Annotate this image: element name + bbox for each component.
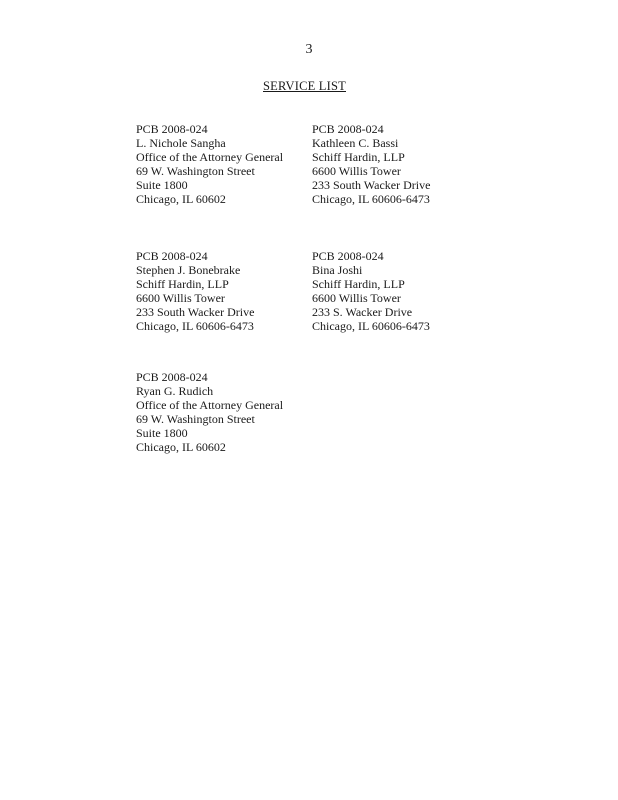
service-entry <box>136 122 283 206</box>
case-number: PCB 2008-024 <box>136 249 208 263</box>
organization: Office of the Attorney General <box>136 398 284 412</box>
organization: Schiff Hardin, LLP <box>136 277 229 291</box>
page-title: SERVICE LIST <box>263 79 346 93</box>
service-entry <box>136 249 254 333</box>
case-number: PCB 2008-024 <box>312 249 384 263</box>
recipient-name: Bina Joshi <box>312 263 363 277</box>
service-entry <box>312 122 430 206</box>
address-line-2: 233 South Wacker Drive <box>136 305 255 319</box>
address-line-1: 6600 Willis Tower <box>312 291 401 305</box>
address-line-1: 6600 Willis Tower <box>136 291 225 305</box>
address-line-1: 69 W. Washington Street <box>136 164 255 178</box>
address-line-2: Suite 1800 <box>136 426 188 440</box>
service-entry <box>136 370 283 454</box>
organization: Schiff Hardin, LLP <box>312 277 405 291</box>
address-line-1: 6600 Willis Tower <box>312 164 401 178</box>
recipient-name: Stephen J. Bonebrake <box>136 263 241 277</box>
city-state-zip: Chicago, IL 60602 <box>136 192 226 206</box>
city-state-zip: Chicago, IL 60606-6473 <box>312 319 430 333</box>
recipient-name: Ryan G. Rudich <box>136 384 214 398</box>
page-number: 3 <box>305 42 313 57</box>
address-line-2: 233 S. Wacker Drive <box>312 305 413 319</box>
organization: Office of the Attorney General <box>136 150 284 164</box>
service-entry <box>312 249 430 333</box>
city-state-zip: Chicago, IL 60606-6473 <box>312 192 430 206</box>
case-number: PCB 2008-024 <box>136 370 208 384</box>
organization: Schiff Hardin, LLP <box>312 150 405 164</box>
address-line-2: 233 South Wacker Drive <box>312 178 431 192</box>
case-number: PCB 2008-024 <box>136 122 208 136</box>
recipient-name: L. Nichole Sangha <box>136 136 226 150</box>
address-line-1: 69 W. Washington Street <box>136 412 255 426</box>
address-line-2: Suite 1800 <box>136 178 188 192</box>
city-state-zip: Chicago, IL 60602 <box>136 440 226 454</box>
recipient-name: Kathleen C. Bassi <box>312 136 399 150</box>
city-state-zip: Chicago, IL 60606-6473 <box>136 319 254 333</box>
case-number: PCB 2008-024 <box>312 122 384 136</box>
